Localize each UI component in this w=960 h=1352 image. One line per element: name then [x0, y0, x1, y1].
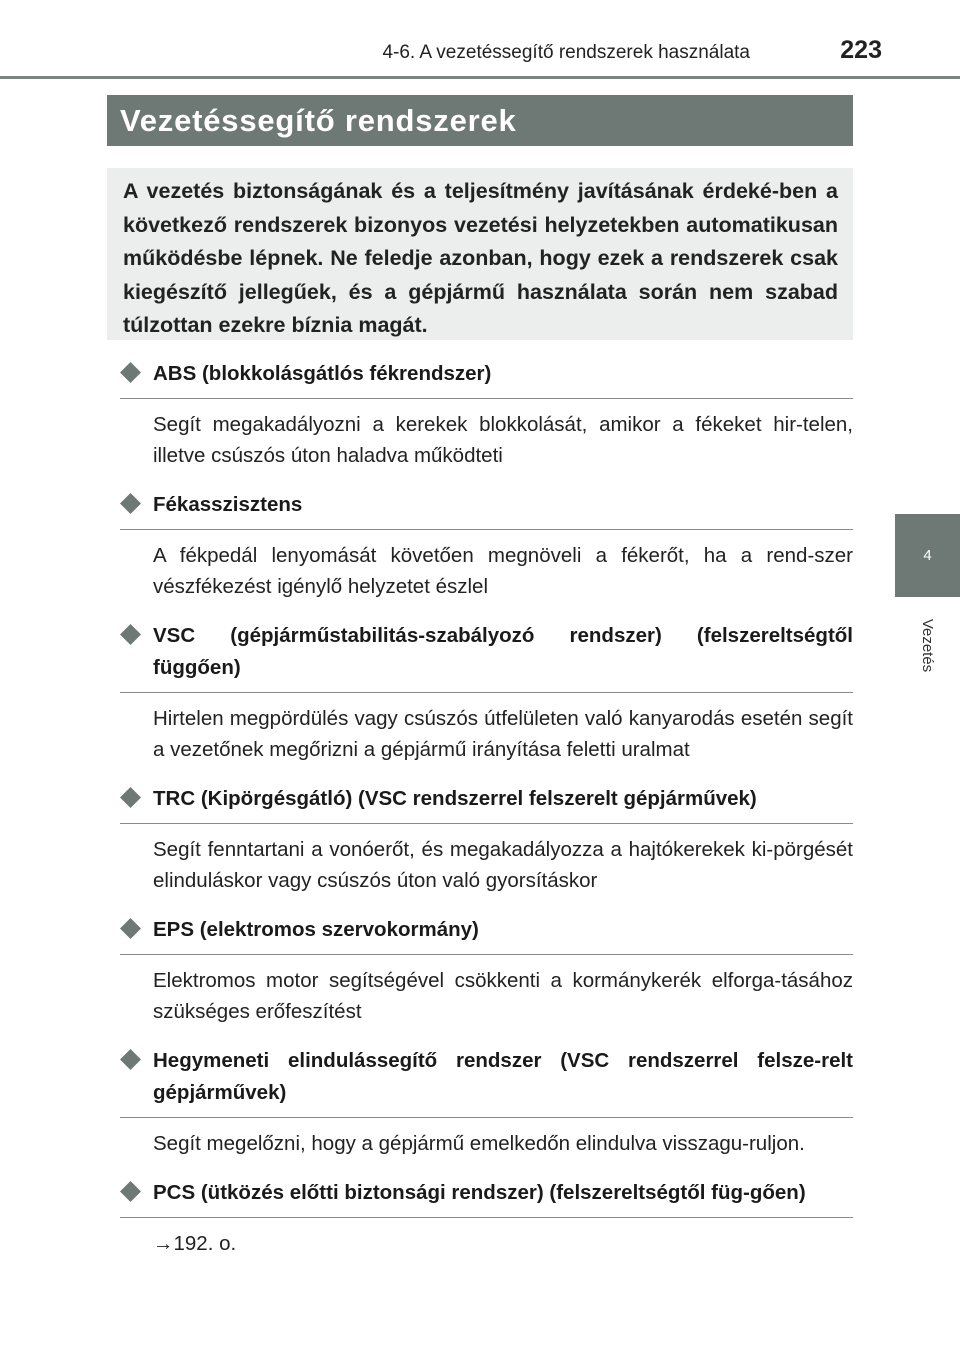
- intro-text: A vezetés biztonságának és a teljesítmény javításának érdeké-ben a következő rendszerek bizonyos vezetési helyzetekben automatikusan működésbe lépnek. Ne feledje azonban, hogy ezek a rendszerek csak kiegészítő jellegűek, és a gépjármű használata során nem szabad túlzottan ezekre bíznia magát.: [123, 179, 838, 337]
- list-item: [120, 489, 853, 602]
- item-heading: VSC (gépjárműstabilitás-szabályozó rendszer) (felszereltségtől függően): [153, 624, 853, 679]
- page-reference-link[interactable]: →192. o.: [153, 1232, 237, 1255]
- chapter-number: 4: [923, 547, 932, 564]
- item-heading-row: [120, 620, 853, 693]
- item-description: Segít megelőzni, hogy a gépjármű emelkedőn elindulva visszagu-ruljon.: [153, 1132, 805, 1155]
- section-title: Vezetéssegítő rendszerek: [120, 102, 517, 138]
- list-item: [120, 358, 853, 471]
- system-list: [120, 358, 853, 1277]
- diamond-bullet-icon: [120, 787, 141, 808]
- chapter-tab: [895, 514, 960, 597]
- item-heading-row: [120, 914, 853, 955]
- item-heading: TRC (Kipörgésgátló) (VSC rendszerrel felszerelt gépjárművek): [153, 787, 757, 810]
- item-heading-row: [120, 1045, 853, 1118]
- item-description: Hirtelen megpördülés vagy csúszós útfelületen való kanyarodás esetén segít a vezetőnek megőrizni a gépjármű irányítása feletti uralmat: [153, 707, 853, 761]
- diamond-bullet-icon: [120, 1181, 141, 1202]
- item-heading: PCS (ütközés előtti biztonsági rendszer) (felszereltségtől füg-gően): [153, 1181, 806, 1204]
- diamond-bullet-icon: [120, 1049, 141, 1070]
- chapter-label-box: [895, 600, 960, 690]
- diamond-bullet-icon: [120, 918, 141, 939]
- chapter-label: Vezetés: [919, 618, 936, 672]
- item-description: Elektromos motor segítségével csökkenti a kormánykerék elforga-tásához szükséges erőfeszítést: [153, 969, 853, 1023]
- item-heading-row: [120, 489, 853, 530]
- diamond-bullet-icon: [120, 624, 141, 645]
- list-item: [120, 783, 853, 896]
- item-description: A fékpedál lenyomását követően megnöveli a fékerőt, ha a rend-szer vészfékezést igénylő helyzetet észlel: [153, 544, 853, 598]
- page-number: 223: [840, 36, 882, 64]
- diamond-bullet-icon: [120, 362, 141, 383]
- list-item: [120, 1177, 853, 1259]
- header-divider: [0, 76, 960, 79]
- item-description: Segít fenntartani a vonóerőt, és megakadályozza a hajtókerekek ki-pörgését elinduláskor vagy csúszós úton való gyorsításkor: [153, 838, 853, 892]
- item-heading: EPS (elektromos szervokormány): [153, 918, 479, 941]
- item-heading: Fékasszisztens: [153, 493, 303, 516]
- section-title-banner: [107, 95, 853, 146]
- list-item: [120, 1045, 853, 1159]
- item-heading: Hegymeneti elindulássegítő rendszer (VSC rendszerrel felsze-relt gépjárművek): [153, 1049, 853, 1104]
- intro-box: [107, 168, 853, 340]
- diamond-bullet-icon: [120, 493, 141, 514]
- item-description: Segít megakadályozni a kerekek blokkolását, amikor a fékeket hir-telen, illetve csúszós úton haladva működteti: [153, 413, 853, 467]
- list-item: [120, 914, 853, 1027]
- list-item: [120, 620, 853, 765]
- item-heading: ABS (blokkolásgátlós fékrendszer): [153, 362, 492, 385]
- item-heading-row: [120, 1177, 853, 1218]
- running-header: 4-6. A vezetéssegítő rendszerek használata: [382, 42, 750, 63]
- item-heading-row: [120, 358, 853, 399]
- item-heading-row: [120, 783, 853, 824]
